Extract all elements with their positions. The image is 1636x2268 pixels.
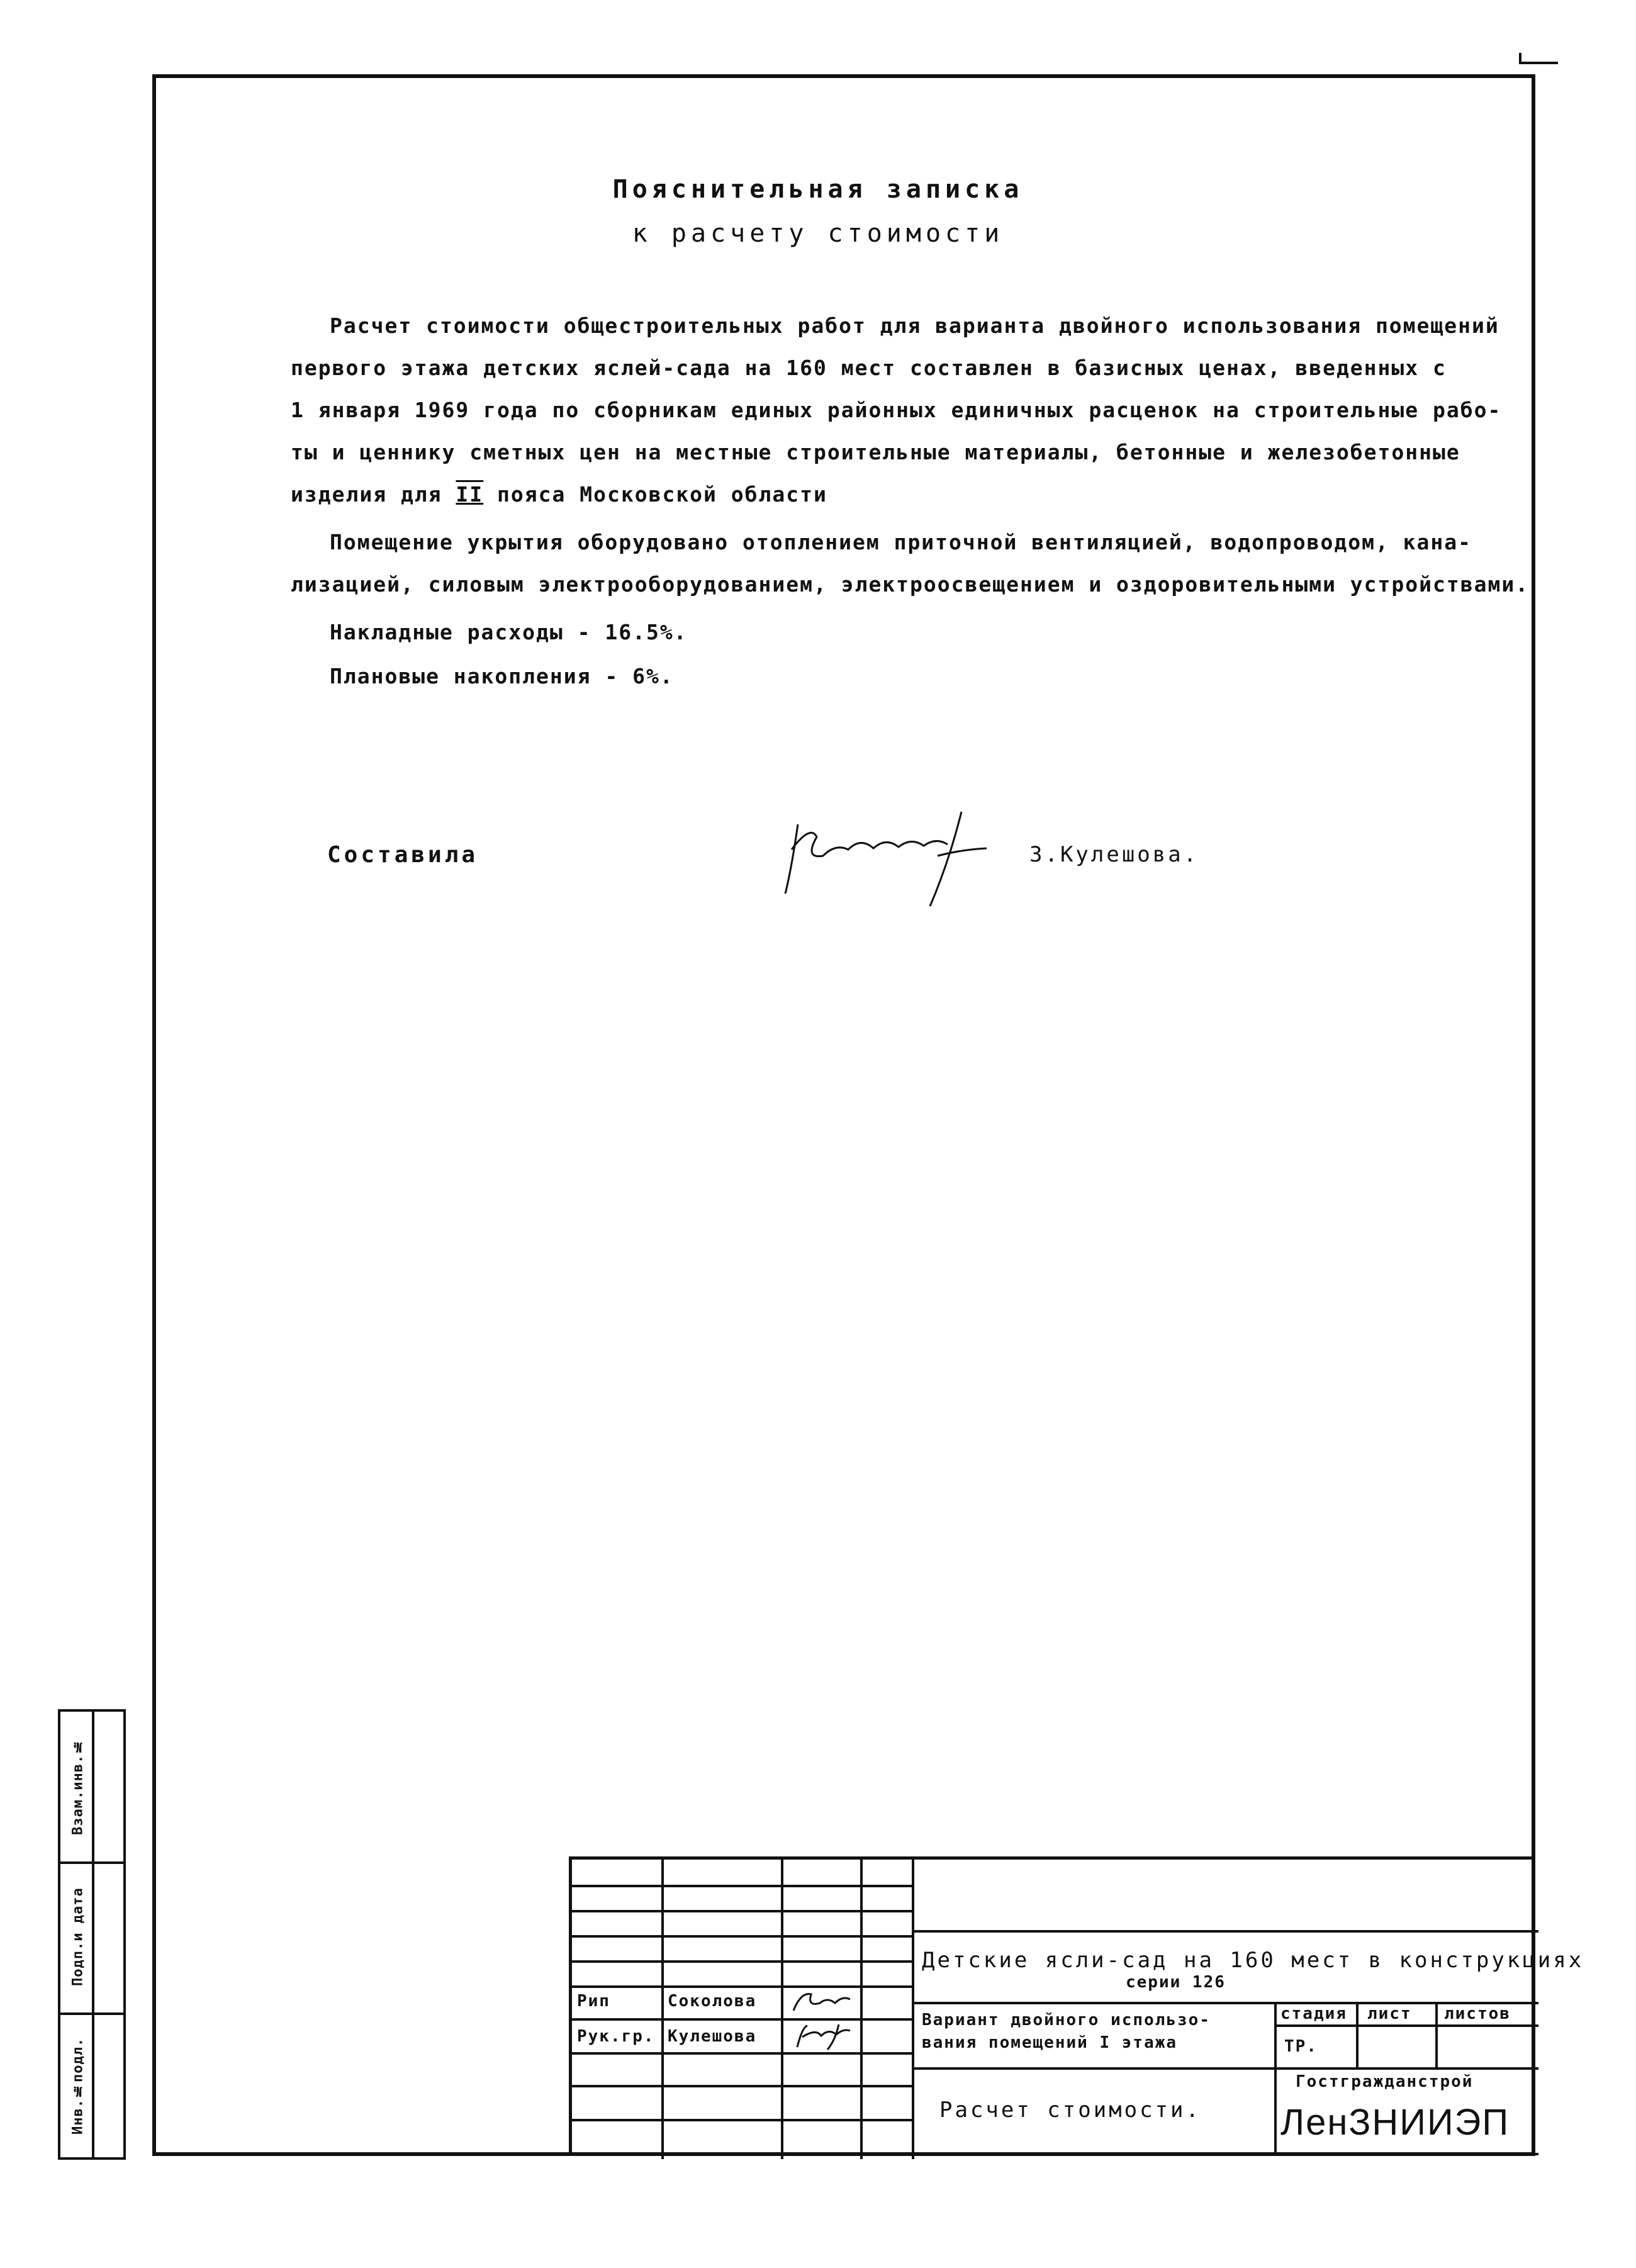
organization-name: ЛенЗНИИЭП (1280, 2102, 1510, 2143)
paragraph2-line2: лизацией, силовым электрооборудованием, электроосвещением и оздоровительными устройствами. (291, 572, 1530, 597)
organization-parent: Гостгражданстрой (1296, 2072, 1474, 2091)
paragraph1-line5a: изделия для (291, 482, 456, 507)
sheets-header: листов (1444, 2004, 1511, 2023)
side-stamp-inventory-original: Инв.№подл. (70, 2037, 86, 2135)
stage-value: ТР. (1284, 2037, 1318, 2056)
compiler-label: Составила (327, 842, 479, 868)
tb-grid-line (781, 1860, 783, 2159)
tb-grid-line (572, 1935, 914, 1938)
document-subtitle: к расчету стоимости (632, 219, 1004, 248)
tb-grid-line (860, 1860, 863, 2159)
project-series: серии 126 (1126, 1973, 1226, 1992)
tb-grid-line (1274, 2024, 1538, 2027)
tb-grid-line (1274, 2002, 1277, 2153)
tb-grid-line (572, 2085, 914, 2087)
drawing-subtitle-line2: вания помещений I этажа (922, 2033, 1178, 2052)
compiler-name: З.Кулешова. (1029, 842, 1199, 867)
person-2: Кулешова (668, 2027, 757, 2046)
tb-grid-line (661, 1860, 664, 2159)
overhead-costs: Накладные расходы - 16.5%. (330, 620, 688, 644)
paragraph1-line5b: пояса Московской области (483, 482, 827, 507)
drawing-title: Расчет стоимости. (939, 2097, 1201, 2123)
side-stamp-replacement-inventory: Взам.инв.№ (70, 1737, 86, 1836)
tb-grid-line (912, 1860, 914, 2159)
drawing-subtitle-line1: Вариант двойного использо- (922, 2011, 1211, 2029)
sheet-frame (152, 74, 1535, 2156)
tb-grid-line (914, 1930, 1538, 1933)
paragraph1-line5 (291, 482, 827, 507)
person-1: Соколова (668, 1992, 757, 2011)
planned-savings: Плановые накопления - 6%. (330, 664, 674, 688)
role-1: Рип (577, 1992, 610, 2011)
paragraph1-line2: первого этажа детских яслей-сада на 160 мест составлен в базисных ценах, введенных с (291, 356, 1447, 380)
tb-grid-line (914, 2067, 1538, 2070)
paragraph1-line4: ты и ценнику сметных цен на местные строительные материалы, бетонные и железобетонные (291, 440, 1460, 464)
title-block (569, 1856, 1584, 2156)
compiler-signature (773, 799, 1012, 912)
tb-grid-line (572, 2018, 914, 2021)
tb-grid-line (572, 1985, 914, 1988)
tb-grid-line (1435, 2002, 1438, 2067)
signature-1 (788, 1988, 856, 2017)
paragraph1-line3: 1 января 1969 года по сборникам единых районных единичных расценок на строительные рабо- (291, 398, 1502, 422)
side-stamp (58, 1709, 126, 2160)
corner-mark (1519, 62, 1558, 64)
tb-grid-line (572, 1960, 914, 1963)
tb-grid-line (572, 1885, 914, 1887)
side-stamp-signature-date: Подп.и дата (70, 1887, 86, 1987)
sheet-header: лист (1367, 2004, 1412, 2023)
signature-2 (788, 2022, 856, 2052)
tb-grid-line (572, 2119, 914, 2121)
tb-grid-line (572, 2052, 914, 2055)
tb-grid-line (1356, 2002, 1359, 2067)
stage-header: стадия (1280, 2004, 1347, 2023)
document-title: Пояснительная записка (612, 175, 1024, 204)
tb-grid-line (572, 1910, 914, 1912)
tb-grid-line (572, 2153, 1538, 2155)
paragraph1-line1: Расчет стоимости общестроительных работ для варианта двойного использования помещений (330, 313, 1499, 338)
project-title: Детские ясли-сад на 160 мест в конструкциях (922, 1948, 1584, 1973)
role-2: Рук.гр. (577, 2027, 655, 2046)
region-roman-numeral: II (456, 482, 484, 507)
paragraph2-line1: Помещение укрытия оборудовано отоплением приточной вентиляцией, водопроводом, кана- (330, 530, 1472, 554)
